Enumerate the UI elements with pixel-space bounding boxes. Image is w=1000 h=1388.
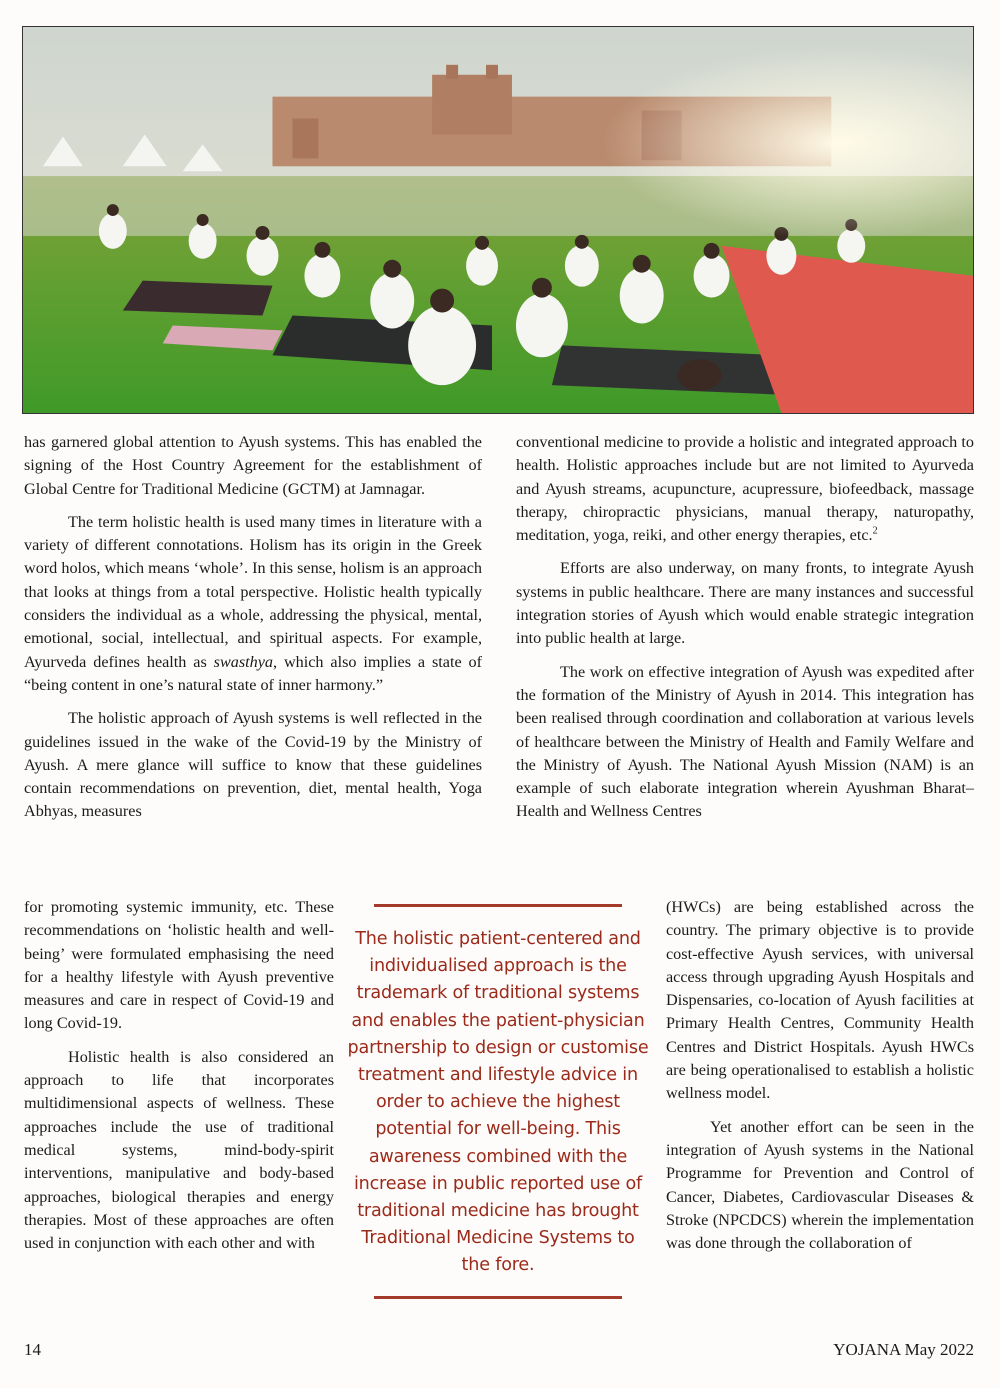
- yoga-event-photo: [22, 26, 974, 414]
- publication-footer: YOJANA May 2022: [833, 1340, 974, 1359]
- left-column: [24, 431, 482, 834]
- paragraph: The work on effective integration of Ayush was expedited after the formation of the Ministry of Ayush in 2014. This integration has been realised through coordination and collaboration at various levels of healthcare between the Ministry of Health and Family Welfare and the Ministry of Ayush. The National Ayush Mission (NAM) is an example of such elaborate integration wherein Ayushman Bharat– Health and Wellness Centres: [516, 662, 974, 821]
- paragraph: The term holistic health is used many times in literature with a variety of different connotations. Holism has its origin in the Greek word holos, which means ‘whole’. In this sense, holism is an approach that looks at things from a total perspective. Holistic health typically considers the individual as a whole, addressing the physical, mental, emotional, social, intellectual, and spiritual aspects. For example, Ayurveda defines health as swasthya, which also implies a state of “being content in one’s natural state of inner harmony.”: [24, 512, 482, 694]
- footnote-ref: 2: [872, 525, 878, 537]
- page-number: 14: [24, 1340, 41, 1359]
- paragraph: Holistic health is also considered an approach to life that incorporates multidimensional aspects of wellness. These approaches include the use of traditional medical systems, mind-body-spirit interventions, manipulative and body-based approaches, biological therapies and energy therapies. Most of these approaches are often used in conjunction with each other and with: [24, 1047, 334, 1253]
- right-column-lower: [666, 896, 974, 1265]
- paragraph: Efforts are also underway, on many fronts, to integrate Ayush systems in public healthcare. There are many instances and successful integration stories of Ayush which would enable strategic integration into public health at large.: [516, 559, 974, 648]
- paragraph: for promoting systemic immunity, etc. These recommendations on ‘holistic health and well-being’ were formulated emphasising the need for a healthy lifestyle with Ayush preventive measures and care in respect of Covid-19 and long Covid-19.: [24, 898, 334, 1033]
- pull-quote-text: The holistic patient-centered and individualised approach is the trademark of traditional systems and enables the patient-physician partnership to design or customise treatment and lifestyle advice in order to achieve the highest potential for well-being. This awareness combined with the increase in public reported use of traditional medicine has brought Traditional Medicine Systems to the fore.: [347, 929, 649, 1276]
- right-column: [516, 431, 974, 834]
- yoga-event-illustration: [23, 27, 973, 413]
- left-column-lower: [24, 896, 334, 1265]
- paragraph: (HWCs) are being established across the country. The primary objective is to provide cost-effective Ayush services, with universal access through upgrading Ayush Hospitals and Dispensaries, co-location of Ayush facilities at Primary Health Centres, Community Health Centres and District Hospitals. Ayush HWCs are being operationalised to establish a holistic wellness model.: [666, 898, 974, 1103]
- pull-quote: [346, 904, 650, 1300]
- quote-rule-top: [374, 904, 622, 907]
- paragraph: The holistic approach of Ayush systems is well reflected in the guidelines issued in the wake of the Covid-19 by the Ministry of Ayush. A mere glance will suffice to know that these guidelines contain recommendations on prevention, diet, mental health, Yoga Abhyas, measures: [24, 709, 482, 821]
- paragraph: has garnered global attention to Ayush systems. This has enabled the signing of the Host Country Agreement for the establishment of Global Centre for Traditional Medicine (GCTM) at Jamnagar.: [24, 433, 482, 498]
- emphasis-term: swasthya: [213, 652, 274, 671]
- paragraph: conventional medicine to provide a holistic and integrated approach to health. Holistic approaches include but are not limited to Ayurveda and Ayush streams, acupuncture, acupressure, biofeedback, massage therapy, chiropractic physicians, manual therapy, naturopathy, meditation, yoga, reiki, and other energy therapies, etc.$^2$: [516, 433, 974, 545]
- quote-rule-bottom: [374, 1296, 622, 1299]
- paragraph: Yet another effort can be seen in the integration of Ayush systems in the National Programme for Prevention and Control of Cancer, Diabetes, Cardiovascular Diseases & Stroke (NPCDCS) wherein the implementation was done through the collaboration of: [666, 1117, 974, 1253]
